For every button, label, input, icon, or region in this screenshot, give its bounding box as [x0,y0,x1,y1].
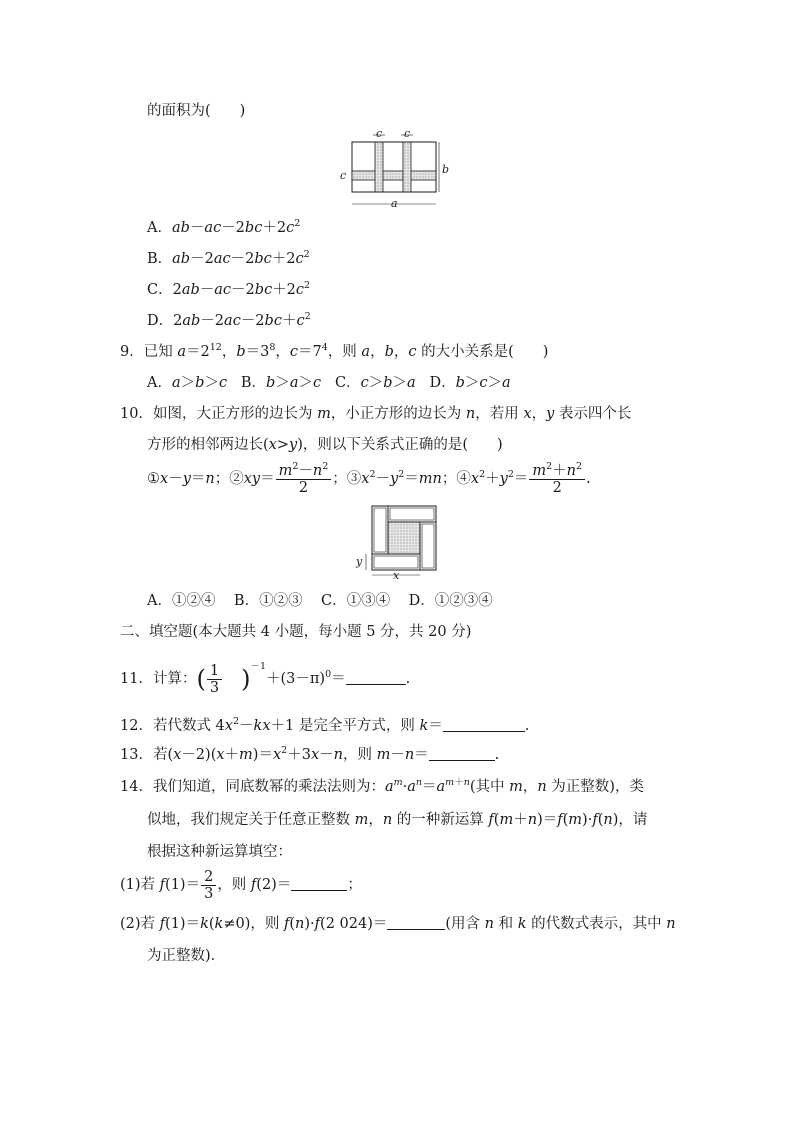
q14-sub1-answer-blank[interactable] [291,876,347,891]
q10-options [147,591,493,611]
q11-fraction: $\frac{1}{3}$ [207,663,222,696]
q14-sub2: (2)若 f(1)＝k(k≠0)，则 f(n)·f(2 024)＝ (用含 n 和 k 的代数式表示，其中 n [120,916,676,932]
q12-answer-blank[interactable] [443,717,525,732]
q9-options [147,373,511,393]
q10-fig-label-y: y [356,555,363,568]
q13-answer-blank[interactable] [429,746,495,761]
q13-question: 13．若$(x-2)(x+m)=x^2+3x-n$，则 m－n＝ . [120,745,500,763]
q9-option-a[interactable]: A．a＞b＞c [147,375,228,391]
q8-option-c[interactable]: C．$2ab-ac-2bc+2c^2$ [147,280,311,298]
q10-fraction-1: $\frac{m^2-n^2}{2}$ [276,463,332,496]
q8-figure [338,128,458,214]
q14-line1: 14．我们知道，同底数幂的乘法法则为：$a^m\cdot a^n=a^{m+n}$(其中 m，n 为正整数)，类 [120,777,644,795]
q8-fig-label-c3: c [340,169,347,182]
q10-question-line1: 10．如图，大正方形的边长为 m，小正方形的边长为 n，若用 x，y 表示四个长 [120,406,632,422]
q10-option-b[interactable]: B．①②③ [233,593,303,609]
q14-line3: 根据这种新运算填空： [147,844,292,860]
q10-figure [352,503,442,585]
q11-answer-blank[interactable] [346,670,406,685]
q9-option-d[interactable]: D．b＞c＞a [429,375,511,391]
q8-option-d[interactable]: D．$2ab-2ac-2bc+c^2$ [147,311,311,329]
q10-fig-label-x: x [393,569,400,581]
q14-fraction: $\frac{2}{3}$ [201,869,216,902]
q8-fig-label-a: a [391,197,398,210]
q14-sub1: (1)若 f(1)＝ $\frac{2}{3}$ ，则 f(2)＝ ； [120,868,362,902]
q9-question: 9．已知 $a=2^{12}$，$b=3^8$，$c=7^4$，则 a，b，c 的大小关系是( ) [120,342,549,360]
q10-option-c[interactable]: C．①③④ [321,593,391,609]
q8-option-b[interactable]: B．$ab-2ac-2bc+2c^2$ [147,249,310,267]
q8-question-tail: 的面积为( ) [147,103,246,119]
q8-fig-label-c1: c [376,128,383,140]
q10-option-d[interactable]: D．①②③④ [408,593,493,609]
q11-question: 11．计算：( $\frac{1}{3}$ )$^{-1}+(3-\pi)^0=$ . [120,661,411,696]
section-heading-fill-in: 二、填空题(本大题共 4 小题，每小题 5 分，共 20 分) [120,624,472,640]
q10-question-line2: 方形的相邻两边长(x>y)，则以下关系式正确的是( ) [147,437,503,453]
q14-line2: 似地，我们规定关于任意正整数 m，n 的一种新运算 f(m＋n)＝f(m)·f(n)，请 [147,812,648,828]
q8-rectangle-diagram [338,128,458,210]
q8-option-a[interactable]: A．$ab-ac-2bc+2c^2$ [147,218,301,236]
q10-statements: ①x－y＝n；②xy＝ $\frac{m^2-n^2}{2}$ ；$③x^2-y^2=mn$；$④x^2+y^2=$ $\frac{m^2+n^2}{2}$ . [147,460,591,496]
q9-option-c[interactable]: C．c＞b＞a [334,375,416,391]
q10-fraction-2: $\frac{m^2+n^2}{2}$ [529,463,585,496]
q8-fig-label-b: b [442,163,450,176]
q8-fig-label-c2: c [404,128,411,140]
q9-option-b[interactable]: B．b＞a＞c [240,375,322,391]
q14-line6: 为正整数)． [147,948,226,964]
q14-sub2-answer-blank[interactable] [387,915,445,930]
q10-option-a[interactable]: A．①②④ [147,593,216,609]
q12-question: 12．若代数式 $4x^2-kx+1$ 是完全平方式，则 k＝ . [120,716,530,734]
q10-squares-diagram [352,503,442,581]
